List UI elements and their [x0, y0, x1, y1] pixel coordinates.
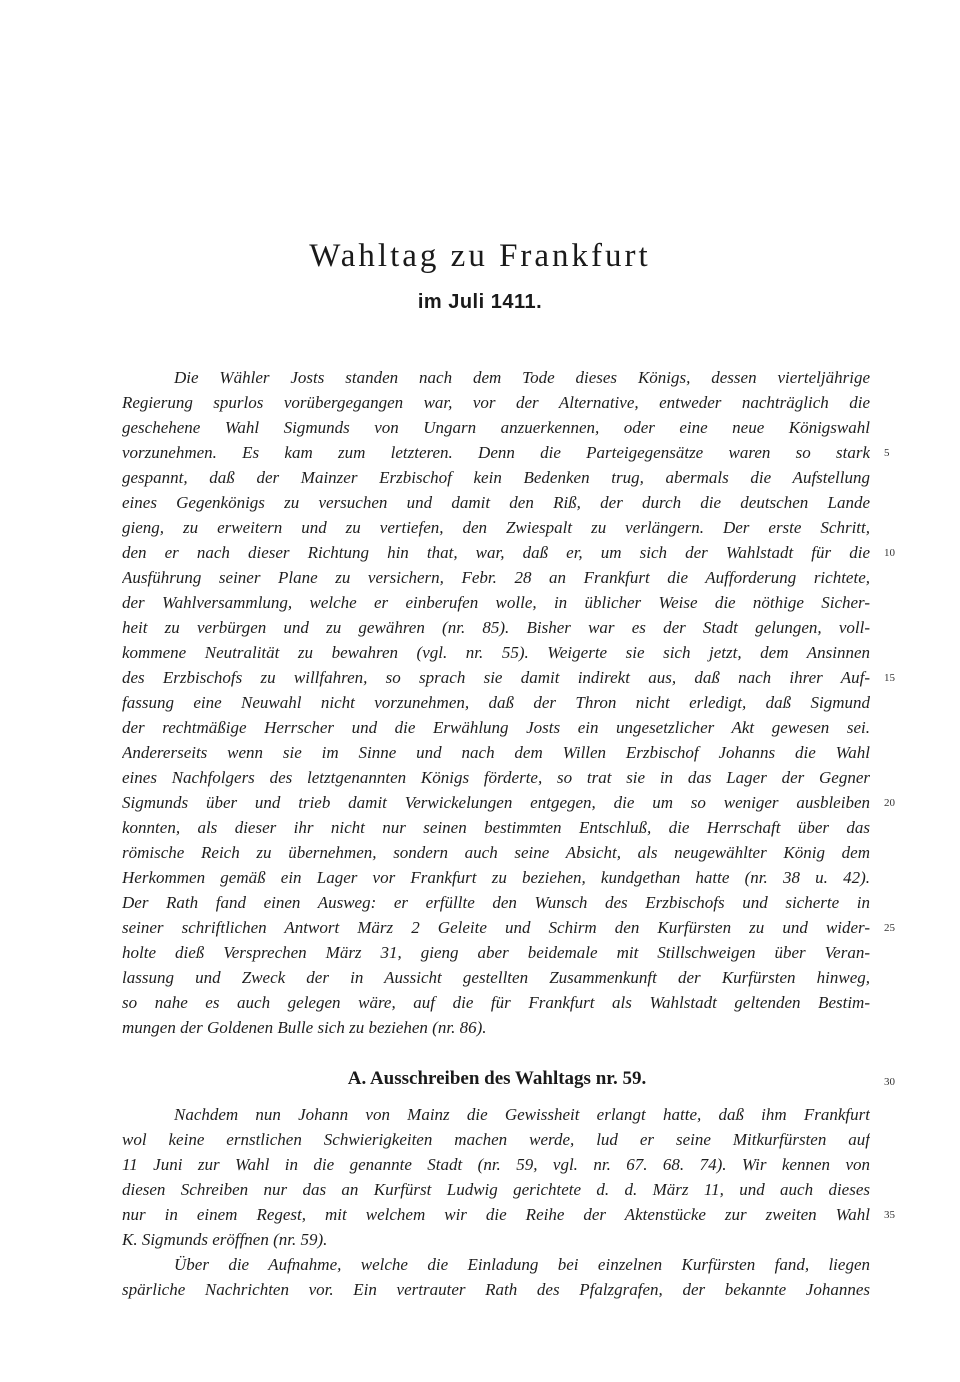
text-line: diesen Schreiben nur das an Kurfürst Ludwig gerichtete d. d. März 11, und auch dieses — [122, 1180, 870, 1199]
text-line: der rechtmäßige Herrscher und die Erwählung Josts ein ungesetzlicher Akt gewesen sei. — [122, 718, 870, 737]
text-line: des Erzbischofs zu willfahren, so sprach sie damit indirekt aus, daß nach ihrer Auf- — [122, 668, 870, 687]
text-line: K. Sigmunds eröffnen (nr. 59). — [122, 1230, 328, 1249]
text-line: eines Gegenkönigs zu versuchen und damit den Riß, der durch die deutschen Lande — [122, 493, 870, 512]
text-line: Der Rath fand einen Ausweg: er erfüllte den Wunsch des Erzbischofs und sicherte in — [122, 893, 870, 912]
text-line: konnten, als dieser ihr nicht nur seinen bestimmten Entschluß, die Herrschaft über das — [122, 818, 870, 837]
text-line: vorzunehmen. Es kam zum letzteren. Denn die Parteigegensätze waren so stark — [122, 443, 870, 462]
line-number: 20 — [884, 797, 895, 809]
text-line: mungen der Goldenen Bulle sich zu beziehen (nr. 86). — [122, 1018, 487, 1037]
text-line: nur in einem Regest, mit welchem wir die Reihe der Aktenstücke zur zweiten Wahl — [122, 1205, 870, 1224]
text-line: Regierung spurlos vorübergegangen war, vor der Alternative, entweder nachträglich die — [122, 393, 870, 412]
text-line: holte dieß Versprechen März 31, gieng aber beidemale mit Stillschweigen über Veran- — [122, 943, 870, 962]
page-subtitle: im Juli 1411. — [417, 291, 543, 313]
text-line: Die Wähler Josts standen nach dem Tode dieses Königs, dessen vierteljährige — [174, 368, 870, 387]
line-number: 5 — [884, 447, 890, 459]
text-line: so nahe es auch gelegen wäre, auf die für Frankfurt als Wahlstadt geltenden Bestim- — [122, 993, 870, 1012]
text-line: Über die Aufnahme, welche die Einladung bei einzelnen Kurfürsten fand, liegen — [174, 1255, 870, 1274]
text-line: heit zu verbürgen und zu gewähren (nr. 85). Bisher war es der Stadt gelungen, voll- — [122, 618, 870, 637]
text-line: eines Nachfolgers des letztgenannten Königs förderte, so trat sie in das Lager der Gegner — [122, 768, 870, 787]
text-line: Ausführung seiner Plane zu versichern, Febr. 28 an Frankfurt die Aufforderung richtete, — [122, 568, 870, 587]
text-line: 11 Juni zur Wahl in die genannte Stadt (nr. 59, vgl. nr. 67. 68. 74). Wir kennen von — [122, 1155, 870, 1174]
text-line: Andererseits wenn sie im Sinne und nach dem Willen Erzbischof Johanns die Wahl — [122, 743, 870, 762]
text-line: seiner schriftlichen Antwort März 2 Geleite und Schirm den Kurfürsten zu und wider- — [122, 918, 870, 937]
text-line: Sigmunds über und trieb damit Verwickelungen entgegen, die um so weniger ausbleiben — [122, 793, 870, 812]
text-line: fassung eine Neuwahl nicht vorzunehmen, daß der Thron nicht erledigt, daß Sigmund — [122, 693, 870, 712]
line-number: 35 — [884, 1209, 895, 1221]
line-number: 10 — [884, 547, 895, 559]
page-title: Wahltag zu Frankfurt — [309, 238, 651, 274]
line-number: 30 — [884, 1076, 895, 1088]
text-line: gieng, zu erweitern und zu vertiefen, den Zwiespalt zu verlängern. Der erste Schritt, — [122, 518, 870, 537]
text-line: römische Reich zu übernehmen, sondern auch seine Absicht, als neugewählter König dem — [122, 843, 870, 862]
text-line: spärliche Nachrichten vor. Ein vertrauter Rath des Pfalzgrafen, der bekannte Johannes — [122, 1280, 870, 1299]
text-line: Nachdem nun Johann von Mainz die Gewissheit erlangt hatte, daß ihm Frankfurt — [174, 1105, 870, 1124]
text-line: kommene Neutralität zu bewahren (vgl. nr. 55). Weigerte sie sich jetzt, dem Ansinnen — [122, 643, 870, 662]
text-line: wol keine ernstlichen Schwierigkeiten machen werde, lud er seine Mitkurfürsten auf — [122, 1130, 870, 1149]
text-line: der Wahlversammlung, welche er einberufen wolle, in üblicher Weise die nöthige Sicher- — [122, 593, 870, 612]
text-line: Herkommen gemäß ein Lager vor Frankfurt zu beziehen, kundgethan hatte (nr. 38 u. 42). — [122, 868, 870, 887]
section-heading: A. Ausschreiben des Wahltags nr. 59. — [347, 1068, 647, 1089]
text-line: den er nach dieser Richtung hin that, war, daß er, um sich der Wahlstadt für die — [122, 543, 870, 562]
line-number: 25 — [884, 922, 895, 934]
line-number: 15 — [884, 672, 895, 684]
text-line: lassung und Zweck der in Aussicht gestellten Zusammenkunft der Kurfürsten hinweg, — [122, 968, 870, 987]
text-line: gespannt, daß der Mainzer Erzbischof kein Bedenken trug, abermals die Aufstellung — [122, 468, 870, 487]
text-line: geschehene Wahl Sigmunds von Ungarn anzuerkennen, oder eine neue Königswahl — [122, 418, 870, 437]
